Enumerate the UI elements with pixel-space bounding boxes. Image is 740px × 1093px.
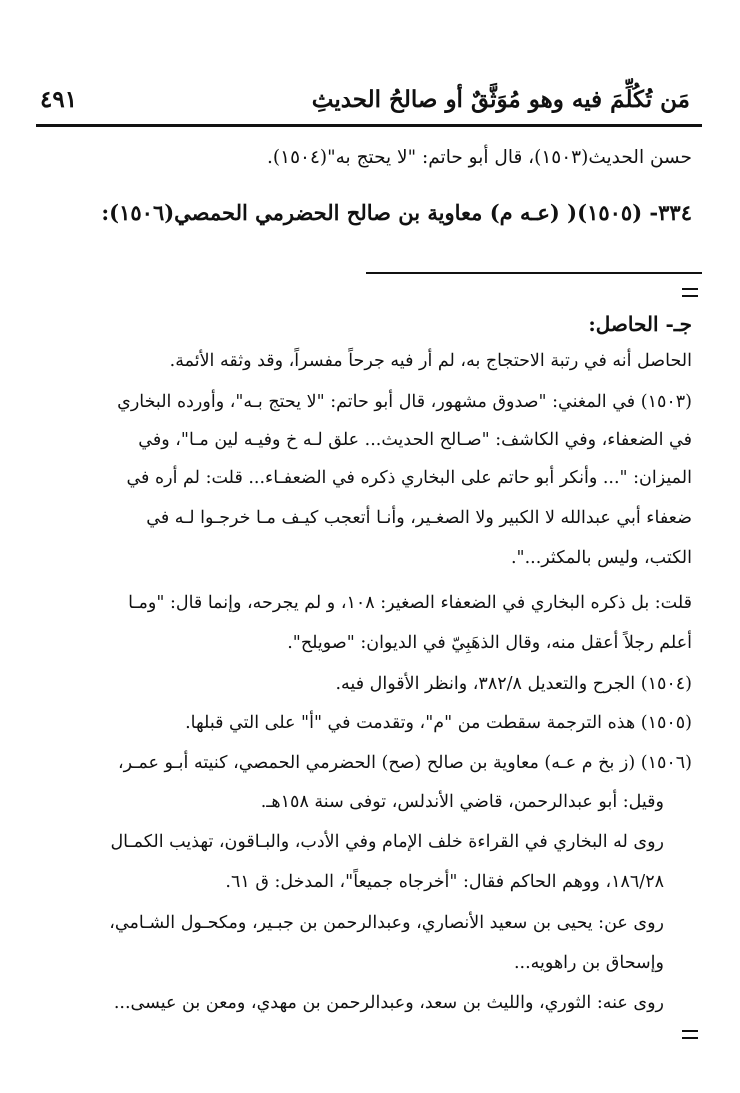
- footnote-line: (١٥٠٥) هذه الترجمة سقطت من "م"، وتقدمت في "أ" على التي قبلها.: [185, 713, 692, 733]
- body-line-1: حسن الحديث(١٥٠٣)، قال أبو حاتم: "لا يحتج به"(١٥٠٤).: [267, 147, 692, 168]
- footnote-line: ١٨٦/٢٨، ووهم الحاكم فقال: "أخرجاه جميعاً"، المدخل: ق ٦١.: [225, 872, 664, 892]
- footnote-line: الحاصل أنه في رتبة الاحتجاج به، لم أر فيه جرحاً مفسراً، وقد وثقه الأئمة.: [169, 351, 692, 371]
- footnote-line: الكتب، وليس بالمكثر...".: [510, 548, 692, 568]
- footnote-line: أعلم رجلاً أعقل منه، وقال الذهَبِيّ في الديوان: "صويلح".: [287, 633, 692, 653]
- footnote-line: في الضعفاء، وفي الكاشف: "صـالح الحديث... علق لـه خ وفيـه لين مـا"، وفي: [138, 430, 692, 450]
- footnote-line: روى له البخاري في القراءة خلف الإمام وفي الأدب، والبـاقون، تهذيب الكمـال: [110, 832, 664, 852]
- running-header-title: مَن تُكُلِّمَ فيه وهو مُوَثَّقٌ أو صالحُ الحديثِ: [311, 86, 690, 113]
- header-rule: [36, 124, 702, 127]
- footnote-line: روى عن: يحيى بن سعيد الأنصاري، وعبدالرحمن بن جبـير، ومكحـول الشـامي،: [109, 913, 664, 933]
- footnote-line: وقيل: أبو عبدالرحمن، قاضي الأندلس، توفى سنة ١٥٨هـ.: [260, 792, 664, 812]
- footnote-line: (١٥٠٣) في المغني: "صدوق مشهور، قال أبو حاتم: "لا يحتج بـه"، وأورده البخاري: [117, 392, 692, 412]
- footnote-separator: [366, 272, 702, 274]
- entry-title: ٣٣٤- (١٥٠٥)( (عـه م) معاوية بن صالح الحضرمي الحمصي(١٥٠٦):: [101, 200, 692, 225]
- footnote-line: (١٥٠٦) (ز بخ م عـه) معاوية بن صالح (صح) الحضرمي الحمصي، كنيته أبـو عمـر،: [117, 753, 692, 773]
- footnote-line: الميزان: "... وأنكر أبو حاتم على البخاري ذكره في الضعفـاء... قلت: لم أره في: [126, 468, 692, 488]
- footnote-line: وإسحاق بن راهويه...: [513, 953, 664, 973]
- footnote-line: ضعفاء أبي عبدالله لا الكبير ولا الصغـير، وأنـا أتعجب كيـف مـا خرجـوا لـه في: [146, 508, 692, 528]
- continuation-mark: [682, 1030, 698, 1039]
- continuation-mark: [682, 288, 698, 297]
- page-number: ٤٩١: [40, 86, 78, 113]
- footnote-line: روى عنه: الثوري، والليث بن سعد، وعبدالرحمن بن مهدي، ومعن بن عيسى...: [113, 993, 664, 1013]
- footnote-line: قلت: بل ذكره البخاري في الضعفاء الصغير: ١٠٨، و لم يجرحه، وإنما قال: "ومـا: [128, 593, 692, 613]
- section-heading: جـ- الحاصل:: [588, 312, 692, 336]
- footnote-line: (١٥٠٤) الجرح والتعديل ٣٨٢/٨، وانظر الأقوال فيه.: [335, 674, 692, 694]
